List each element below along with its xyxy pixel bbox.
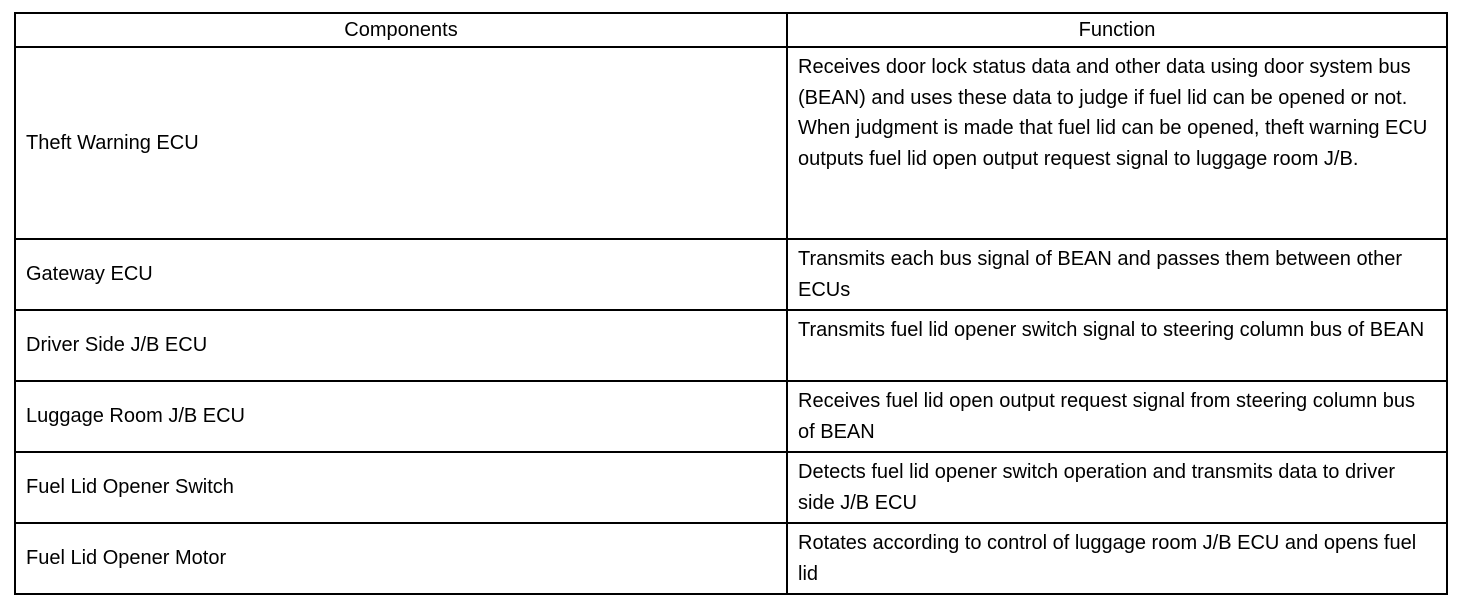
table-row xyxy=(15,381,1447,452)
table-row xyxy=(15,523,1447,594)
table-row xyxy=(15,452,1447,523)
component-function: Detects fuel lid opener switch operation and transmits data to driver side J/B ECU xyxy=(787,452,1447,523)
header-function: Function xyxy=(787,13,1447,47)
component-name: Driver Side J/B ECU xyxy=(15,310,787,381)
table-header-row xyxy=(15,13,1447,47)
component-function: Transmits each bus signal of BEAN and passes them between other ECUs xyxy=(787,239,1447,310)
component-function: Receives fuel lid open output request signal from steering column bus of BEAN xyxy=(787,381,1447,452)
components-function-table xyxy=(14,12,1448,595)
table-row xyxy=(15,47,1447,239)
table-row xyxy=(15,310,1447,381)
header-components: Components xyxy=(15,13,787,47)
component-name: Luggage Room J/B ECU xyxy=(15,381,787,452)
component-name: Theft Warning ECU xyxy=(15,47,787,239)
component-function: Rotates according to control of luggage room J/B ECU and opens fuel lid xyxy=(787,523,1447,594)
component-name: Gateway ECU xyxy=(15,239,787,310)
component-function: Transmits fuel lid opener switch signal to steering column bus of BEAN xyxy=(787,310,1447,381)
component-name: Fuel Lid Opener Motor xyxy=(15,523,787,594)
component-function: Receives door lock status data and other data using door system bus (BEAN) and uses these data to judge if fuel lid can be opened or not. When judgment is made that fuel lid can be opened, theft warning ECU outputs fuel lid open output request signal to luggage room J/B. xyxy=(787,47,1447,239)
component-name: Fuel Lid Opener Switch xyxy=(15,452,787,523)
table-row xyxy=(15,239,1447,310)
